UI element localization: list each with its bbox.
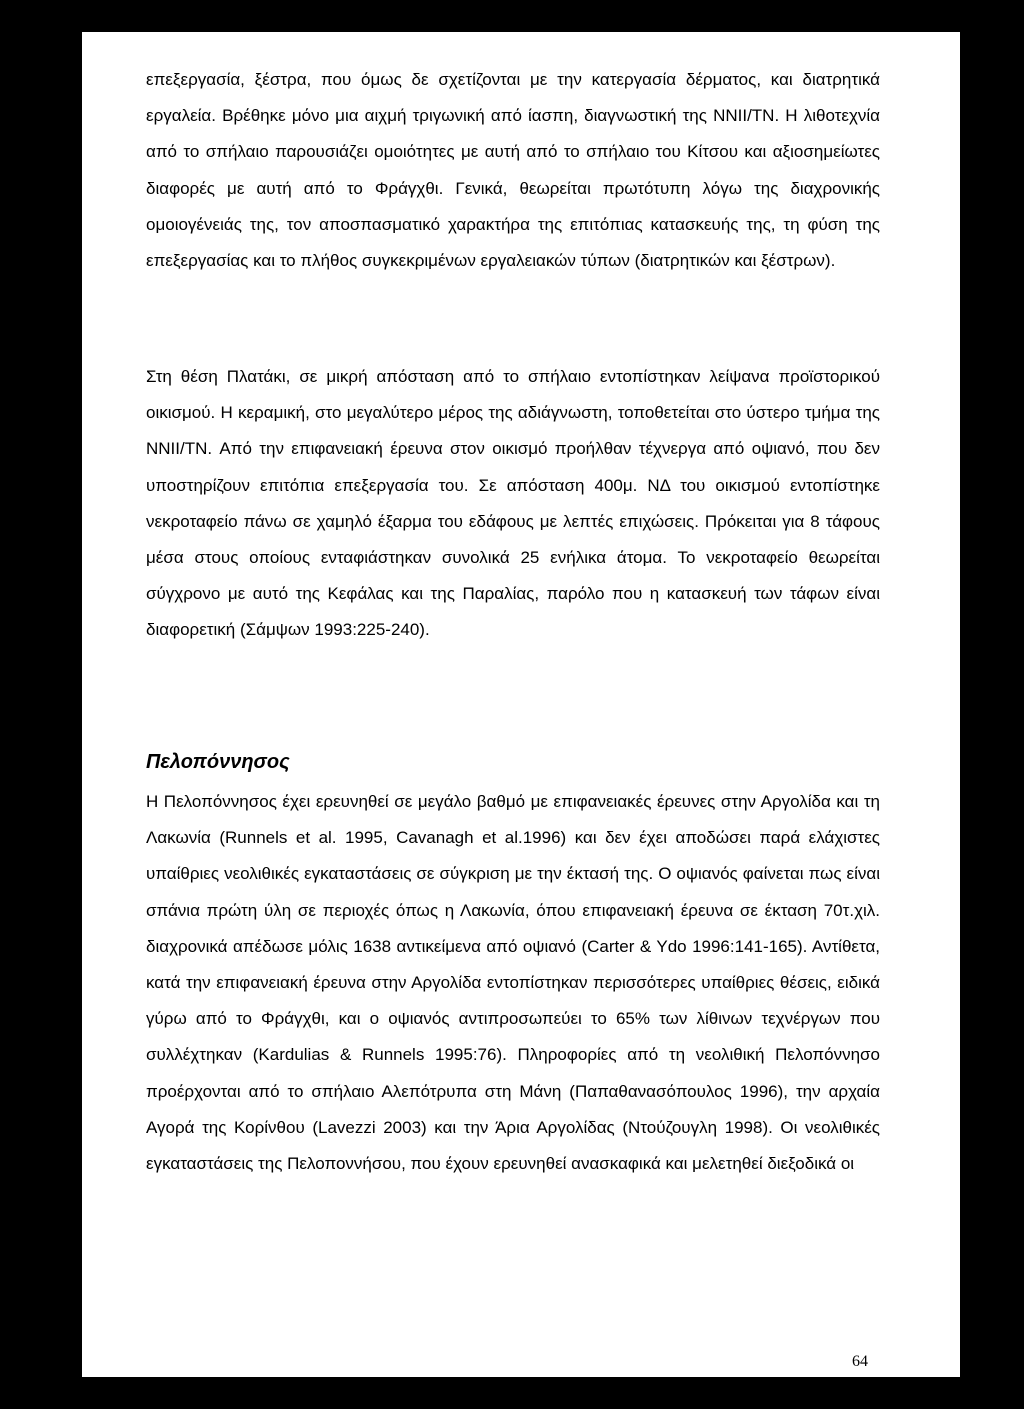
- paragraph-platakі-settlement: Στη θέση Πλατάκι, σε μικρή απόσταση από το σπήλαιο εντοπίστηκαν λείψανα προϊστορικού οικισμού. Η κεραμική, στο μεγαλύτερο μέρος της αδιάγνωστη, τοποθετείται στο ύστερο τμήμα της NNII/TN. Από την επιφανειακή έρευνα στον οικισμό προήλθαν τέχνεργα από οψιανό, που δεν υποστηρίζουν επιτόπια επεξεργασία του. Σε απόσταση 400μ. ΝΔ του οικισμού εντοπίστηκε νεκροταφείο πάνω σε χαμηλό έξαρμα του εδάφους με λεπτές επιχώσεις. Πρόκειται για 8 τάφους μέσα στους οποίους ενταφιάστηκαν συνολικά 25 ενήλικα άτομα. Το νεκροταφείο θεωρείται σύγχρονο με αυτό της Κεφάλας και της Παραλίας, παρόλο που η κατασκευή των τάφων είναι διαφορετική (Σάμψων 1993:225-240).: [146, 367, 880, 640]
- section-heading-peloponnese: Πελοπόννησος: [146, 751, 290, 773]
- page-number: 64: [852, 1353, 868, 1370]
- paragraph-peloponnese: Η Πελοπόννησος έχει ερευνηθεί σε μεγάλο βαθμό με επιφανειακές έρευνες στην Αργολίδα και τη Λακωνία (Runnels et al. 1995, Cavanagh et al.1996) και δεν έχει αποδώσει παρά ελάχιστες υπαίθριες νεολιθικές εγκαταστάσεις σε σύγκριση με την έκτασή της. Ο οψιανός φαίνεται πως είναι σπάνια πρώτη ύλη σε περιοχές όπως η Λακωνία, όπου επιφανειακή έρευνα σε έκταση 70τ.χιλ. διαχρονικά απέδωσε μόλις 1638 αντικείμενα από οψιανό (Carter & Ydo 1996:141-165). Αντίθετα, κατά την επιφανειακή έρευνα στην Αργολίδα εντοπίστηκαν περισσότερες υπαίθριες θέσεις, ειδικά γύρω από το Φράγχθι, και ο οψιανός αντιπροσωπεύει το 65% των λίθινων τεχνέργων που συλλέχτηκαν (Kardulias & Runnels 1995:76). Πληροφορίες από τη νεολιθική Πελοπόννησο προέρχονται από το σπήλαιο Αλεπότρυπα στη Μάνη (Παπαθανασόπουλος 1996), την αρχαία Αγορά της Κορίνθου (Lavezzi 2003) και την Άρια Αργολίδας (Ντούζουγλη 1998). Οι νεολιθικές εγκαταστάσεις της Πελοποννήσου, που έχουν ερευνηθεί ανασκαφικά και μελετηθεί διεξοδικά οι: [146, 792, 880, 1174]
- paragraph-lithic-industry: επεξεργασία, ξέστρα, που όμως δε σχετίζονται με την κατεργασία δέρματος, και διατρητικά εργαλεία. Βρέθηκε μόνο μια αιχμή τριγωνική από ίασπη, διαγνωστική της NNII/TN. Η λιθοτεχνία από το σπήλαιο παρουσιάζει ομοιότητες με αυτή από το σπήλαιο του Κίτσου και αξιοσημείωτες διαφορές με αυτή από το Φράγχθι. Γενικά, θεωρείται πρωτότυπη λόγω της διαχρονικής ομοιογένειάς της, τον αποσπασματικό χαρακτήρα της επιτόπιας κατασκευής της, τη φύση της επεξεργασίας και το πλήθος συγκεκριμένων εργαλειακών τύπων (διατρητικών και ξέστρων).: [146, 70, 880, 271]
